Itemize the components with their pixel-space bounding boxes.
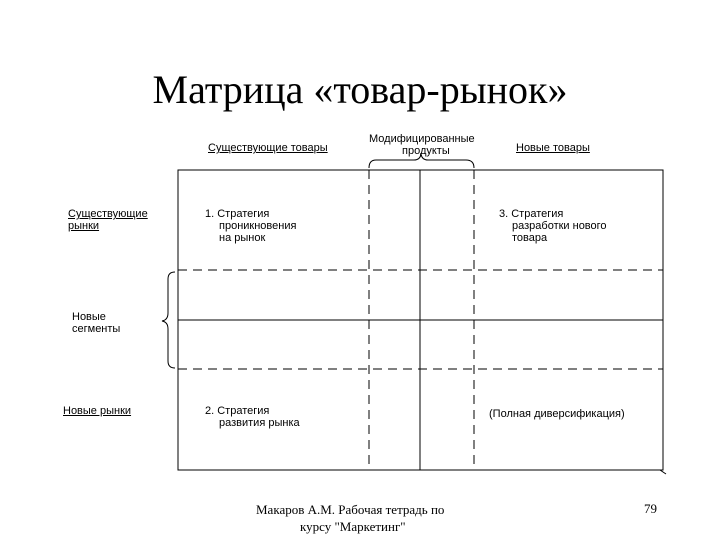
page-number: 79 xyxy=(644,501,657,516)
cell-market-development-line1: 2. Стратегия xyxy=(205,405,270,417)
cell-market-development-line2: развития рынка xyxy=(219,417,300,429)
cell-product-development-line2: разработки нового xyxy=(512,220,607,232)
cell-product-development-line1: 3. Стратегия xyxy=(499,208,564,220)
cell-penetration-line1: 1. Стратегия xyxy=(205,208,270,220)
slide-title: Матрица «товар-рынок» xyxy=(152,67,568,112)
row-header-new-markets: Новые рынки xyxy=(63,405,132,417)
corner-mark xyxy=(660,470,666,474)
column-header-modified-products-line2: продукты xyxy=(402,145,450,157)
footer-author-line1: Макаров А.М. Рабочая тетрадь по xyxy=(256,502,445,517)
left-brace xyxy=(162,272,175,368)
cell-penetration-line2: проникновения xyxy=(219,220,297,232)
footer-author-line2: курсу "Маркетинг" xyxy=(300,519,406,534)
column-header-existing-products: Существующие товары xyxy=(208,142,328,154)
cell-diversification: (Полная диверсификация) xyxy=(489,408,625,420)
column-header-new-products: Новые товары xyxy=(516,142,590,154)
cell-penetration-line3: на рынок xyxy=(219,232,266,244)
row-header-new-segments-line1: Новые xyxy=(72,311,106,323)
column-header-modified-products-line1: Модифицированные xyxy=(369,133,475,145)
row-header-existing-markets-line1: Существующие xyxy=(68,208,148,220)
row-header-existing-markets-line2: рынки xyxy=(68,220,100,232)
cell-product-development-line3: товара xyxy=(512,232,548,244)
row-header-new-segments-line2: сегменты xyxy=(72,323,121,335)
